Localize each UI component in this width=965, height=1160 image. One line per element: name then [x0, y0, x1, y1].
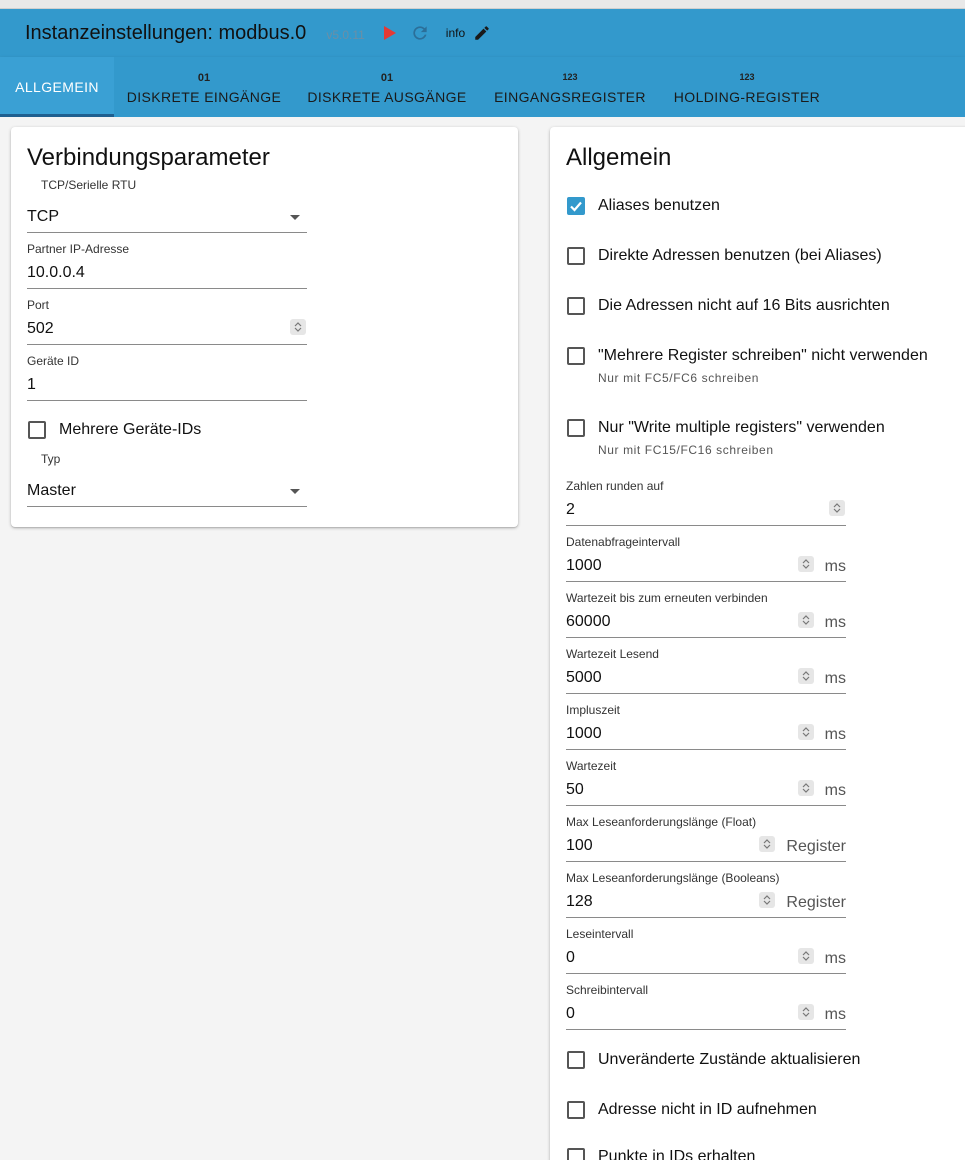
field-label: Wartezeit Lesend: [566, 647, 659, 661]
spinner-arrows-icon[interactable]: [798, 668, 814, 684]
connection-type-select[interactable]: [27, 200, 307, 233]
mode-value: Master: [27, 482, 76, 499]
field-label: Zahlen runden auf: [566, 479, 664, 493]
number-input[interactable]: [566, 831, 846, 862]
input-underline: [566, 693, 846, 694]
checkbox-help-text: Nur mit FC5/FC6 schreiben: [598, 371, 760, 385]
unit-label: Register: [786, 838, 846, 855]
field-label: Impluszeit: [566, 703, 621, 717]
port-label: Port: [27, 298, 50, 312]
number-value: 0: [566, 949, 575, 966]
ip-value: 10.0.0.4: [27, 264, 85, 281]
port-input[interactable]: [27, 314, 307, 345]
unit-label: ms: [824, 670, 846, 687]
direct-addresses-checkbox[interactable]: [567, 247, 882, 265]
checkbox-box[interactable]: [567, 297, 585, 315]
general-title: Allgemein: [566, 144, 672, 171]
unit-label: ms: [824, 950, 846, 967]
unit-label: ms: [824, 782, 846, 799]
port-value: 502: [27, 320, 54, 337]
version-label: v5.0.11: [326, 28, 365, 42]
page-title: Instanzeinstellungen: modbus.0: [25, 21, 307, 44]
checkbox-box[interactable]: [567, 1051, 585, 1069]
tab-icon-digital: 01: [197, 72, 211, 84]
spinner-arrows-icon[interactable]: [759, 836, 775, 852]
update-unchanged-checkbox[interactable]: [567, 1051, 860, 1069]
tab-label: DISKRETE AUSGÄNGE: [307, 89, 467, 105]
checkbox-box[interactable]: [28, 421, 46, 439]
checkbox-label: Direkte Adressen benutzen (bei Aliases): [598, 247, 882, 264]
tab-holding-register[interactable]: [660, 57, 834, 117]
only-multi-write-checkbox[interactable]: [567, 419, 885, 437]
spinner-arrows-icon[interactable]: [798, 724, 814, 740]
tab-icon-numeric: 123: [739, 72, 755, 82]
number-input[interactable]: [566, 495, 846, 526]
spinner-arrows-icon[interactable]: [829, 500, 845, 516]
connection-type-label: TCP/Serielle RTU: [41, 178, 137, 192]
spinner-arrows-icon[interactable]: [798, 780, 814, 796]
no-multi-write-checkbox[interactable]: [567, 347, 928, 365]
number-input[interactable]: [566, 663, 846, 694]
input-underline: [566, 749, 846, 750]
no-16bit-align-checkbox[interactable]: [567, 297, 890, 315]
spinner-arrows-icon[interactable]: [759, 892, 775, 908]
spinner-arrows-icon[interactable]: [798, 612, 814, 628]
checkbox-box[interactable]: [567, 247, 585, 265]
input-underline: [566, 805, 846, 806]
tab-bar: [0, 57, 965, 117]
number-value: 1000: [566, 557, 602, 574]
tab-diskrete-ausgaenge[interactable]: [294, 57, 480, 117]
ip-label: Partner IP-Adresse: [27, 242, 130, 256]
checkbox-label: Aliases benutzen: [598, 197, 720, 214]
field-label: Datenabfrageintervall: [566, 535, 681, 549]
tab-allgemein[interactable]: [0, 57, 114, 117]
unit-label: ms: [824, 558, 846, 575]
tab-label: EINGANGSREGISTER: [494, 89, 646, 105]
number-value: 50: [566, 781, 584, 798]
field-label: Max Leseanforderungslänge (Booleans): [566, 871, 780, 885]
number-value: 5000: [566, 669, 602, 686]
tab-label: DISKRETE EINGÄNGE: [126, 89, 282, 105]
input-underline: [566, 637, 846, 638]
mode-label: Typ: [41, 452, 61, 466]
number-value: 128: [566, 893, 593, 910]
device-id-input[interactable]: [27, 370, 307, 401]
number-value: 0: [566, 1005, 575, 1022]
input-underline: [566, 917, 846, 918]
input-underline: [566, 525, 846, 526]
checkbox-label: "Mehrere Register schreiben" nicht verwenden: [598, 347, 928, 364]
ip-input[interactable]: [27, 258, 307, 289]
number-input[interactable]: [566, 999, 846, 1030]
number-input[interactable]: [566, 719, 846, 750]
number-input[interactable]: [566, 943, 846, 974]
unit-label: ms: [824, 614, 846, 631]
window-top-border: [0, 0, 965, 9]
check-icon: [569, 199, 583, 213]
field-label: Max Leseanforderungslänge (Float): [566, 815, 757, 829]
spinner-arrows-icon[interactable]: [290, 319, 306, 335]
checkbox-box[interactable]: [567, 419, 585, 437]
checkbox-label: Adresse nicht in ID aufnehmen: [598, 1101, 817, 1118]
checkbox-box[interactable]: [567, 347, 585, 365]
spinner-arrows-icon[interactable]: [798, 556, 814, 572]
checkbox-label: Mehrere Geräte-IDs: [59, 421, 202, 438]
use-aliases-checkbox[interactable]: [567, 197, 720, 215]
info-label: info: [445, 26, 466, 40]
field-label: Schreibintervall: [566, 983, 649, 997]
checkbox-label: Die Adressen nicht auf 16 Bits ausrichten: [598, 297, 890, 314]
connection-type-value: TCP: [27, 208, 59, 225]
number-value: 100: [566, 837, 593, 854]
device-id-label: Geräte ID: [27, 354, 80, 368]
tab-eingangsregister[interactable]: [480, 57, 660, 117]
checkbox-label: Nur "Write multiple registers" verwenden: [598, 419, 885, 436]
number-value: 1000: [566, 725, 602, 742]
tab-icon-numeric: 123: [562, 72, 578, 82]
input-underline: [566, 861, 846, 862]
number-input[interactable]: [566, 551, 846, 582]
checkbox-label: Unveränderte Zustände aktualisieren: [598, 1051, 861, 1068]
tab-diskrete-eingaenge[interactable]: [114, 57, 294, 117]
multi-device-ids-checkbox[interactable]: [28, 421, 201, 439]
connection-title: Verbindungsparameter: [27, 144, 270, 171]
mode-select[interactable]: [27, 474, 307, 507]
no-address-in-id-checkbox[interactable]: [567, 1101, 817, 1119]
tab-label: ALLGEMEIN: [15, 79, 99, 95]
number-value: 60000: [566, 613, 611, 630]
unit-label: Register: [786, 894, 846, 911]
keep-dots-checkbox[interactable]: [567, 1148, 755, 1160]
number-value: 2: [566, 501, 575, 518]
checkbox-help-text: Nur mit FC15/FC16 schreiben: [598, 443, 774, 457]
field-label: Leseintervall: [566, 927, 634, 941]
unit-label: ms: [824, 726, 846, 743]
number-input[interactable]: [566, 775, 846, 806]
dropdown-arrow-icon: [290, 215, 300, 220]
checkbox-box[interactable]: [567, 1101, 585, 1119]
reload-icon[interactable]: [410, 23, 430, 43]
field-label: Wartezeit: [566, 759, 617, 773]
edit-pencil-icon[interactable]: [473, 24, 491, 42]
spinner-arrows-icon[interactable]: [798, 1004, 814, 1020]
number-input[interactable]: [566, 607, 846, 638]
checkbox-box[interactable]: [567, 1148, 585, 1160]
play-icon[interactable]: [384, 26, 396, 40]
app-bar: [0, 9, 965, 57]
device-id-value: 1: [27, 376, 36, 393]
number-input[interactable]: [566, 887, 846, 918]
tab-label: HOLDING-REGISTER: [673, 89, 821, 105]
unit-label: ms: [824, 1006, 846, 1023]
input-underline: [566, 973, 846, 974]
tab-icon-digital: 01: [380, 72, 394, 84]
spinner-arrows-icon[interactable]: [798, 948, 814, 964]
dropdown-arrow-icon: [290, 489, 300, 494]
input-underline: [566, 1029, 846, 1030]
field-label: Wartezeit bis zum erneuten verbinden: [566, 591, 768, 605]
checkbox-label: Punkte in IDs erhalten: [598, 1148, 756, 1160]
input-underline: [566, 581, 846, 582]
checkbox-box[interactable]: [567, 197, 585, 215]
